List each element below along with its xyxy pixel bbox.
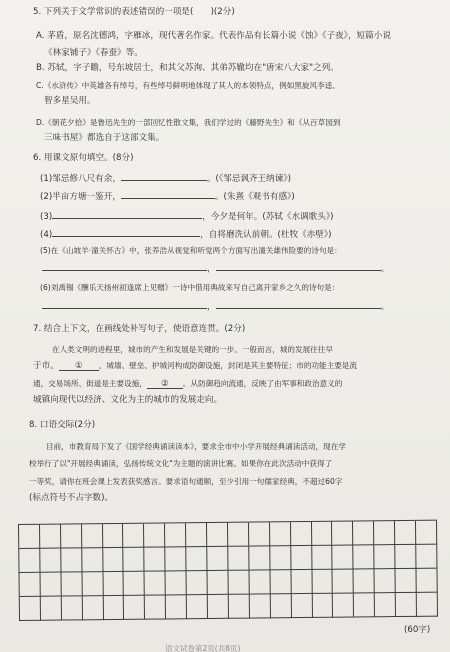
q6-item3-source: ，今夕是何年。(苏轼《水调歌头》) [202,212,334,222]
q5-option-b: B. 苏轼，字子瞻，号东坡居士，和其父苏洵、其弟苏辙均在"唐宋八大家"之列。 [36,63,339,73]
answer-blank[interactable] [216,262,381,271]
answer-blank[interactable] [42,262,207,271]
q6-item5-sep: ， [207,264,216,274]
grid-cell[interactable] [124,572,145,596]
grid-cell[interactable] [20,573,41,597]
q5-option-d-line2: 三味书屋》都选自于这部文集。 [44,133,165,143]
grid-cell[interactable] [249,522,270,546]
grid-cell[interactable] [124,596,145,620]
grid-cell[interactable] [249,570,270,594]
grid-cell[interactable] [20,597,41,621]
grid-cell[interactable] [354,569,375,593]
grid-cell[interactable] [208,595,229,619]
grid-cell[interactable] [228,547,249,571]
grid-cell[interactable] [145,595,166,619]
grid-cell[interactable] [271,594,292,618]
grid-cell[interactable] [312,570,333,594]
q5-option-c-line1: C.《水浒传》中英雄各有绰号，有些绰号鲜明地体现了其人的本领特点，例如黑旋风李逵、 [36,81,340,90]
grid-cell[interactable] [354,545,375,569]
grid-cell[interactable] [82,524,103,548]
grid-cell[interactable] [375,545,396,569]
answer-blank[interactable] [216,300,381,309]
grid-cell[interactable] [166,571,187,595]
grid-cell[interactable] [145,571,166,595]
q5-option-d-line1: D.《朝花夕拾》是鲁迅先生的一部回忆性散文集，我们学过的《藤野先生》和《从百草园到 [36,118,341,127]
grid-cell[interactable] [61,524,82,548]
grid-cell[interactable] [103,596,124,620]
page-footer: 语文试卷第2页(共8页) [165,644,241,652]
q6-item6-sep: ， [207,302,216,312]
grid-cell[interactable] [228,523,249,547]
q6-item6: (6)刘禹锡《酬乐天扬州初逢席上见赠》一诗中借用典故来写自己离开家乡之久的诗句是： [40,283,340,292]
grid-cell[interactable] [123,524,144,548]
grid-cell[interactable] [291,594,312,618]
grid-cell[interactable] [229,595,250,619]
grid-cell[interactable] [186,547,207,571]
grid-cell[interactable] [186,523,207,547]
grid-cell[interactable] [208,571,229,595]
q8-title: 8. 口语交际(2分) [29,420,96,430]
grid-cell[interactable] [270,570,291,594]
q6-item4-prompt: (4) [40,230,53,240]
grid-cell[interactable] [40,573,61,597]
q7-para-line4: 城镇向现代以经济、文化为主的城市的发展走向。 [33,395,223,405]
grid-cell[interactable] [19,549,40,573]
grid-cell[interactable] [332,521,353,545]
grid-cell[interactable] [207,547,228,571]
grid-cell[interactable] [396,569,417,593]
grid-cell[interactable] [40,549,61,573]
q7-para-line3 [33,378,342,390]
grid-cell[interactable] [145,547,166,571]
blank-marker-2: ② [161,379,169,389]
grid-cell[interactable] [270,522,291,546]
grid-cell[interactable] [103,572,124,596]
grid-cell[interactable] [353,521,374,545]
q8-para-line1: 目前，市教育局下发了《国学经典诵读读本》，要求全市中小学开展经典诵读活动，现在学 [46,442,346,451]
answer-blank[interactable] [42,300,207,309]
grid-cell[interactable] [124,548,145,572]
q6-item6-end: 。 [380,302,390,312]
q8-para-line3: 一等奖，请你在班会课上发表获奖感言。要求语句通顺，至少引用一句儒家经典，不超过60字 [29,477,343,486]
grid-cell[interactable] [312,594,333,618]
grid-cell[interactable] [417,569,438,593]
q5-title: 5. 下列关于文学常识的表述错误的一项是( )(2分) [33,7,235,17]
grid-cell[interactable] [40,525,61,549]
q6-item2-source: 。(朱熹《观书有感》) [214,192,295,202]
q7-line2-start: 于市。 [33,361,59,371]
q6-item3 [40,210,334,223]
grid-cell[interactable] [375,569,396,593]
grid-cell[interactable] [333,569,354,593]
grid-cell[interactable] [41,597,62,621]
q5-option-c-line2: 智多星吴用。 [44,96,96,106]
q7-para-line2 [33,360,357,372]
grid-cell[interactable] [61,572,82,596]
q7-line2-end: ，城墙、壁垒、护城河构成防御设施，封闭是其主要特征；市的功能主要是流 [98,361,357,370]
grid-cell[interactable] [61,548,82,572]
q5-option-a-line2: 《林家铺子》《春蚕》等。 [44,48,143,58]
fill-blank-2[interactable] [147,379,183,389]
grid-cell[interactable] [19,525,40,549]
grid-cell[interactable] [228,571,249,595]
grid-cell[interactable] [62,596,83,620]
q6-item2-prompt: (2)半亩方塘一鉴开， [40,192,121,202]
q6-item5-answer [42,262,389,275]
grid-cell[interactable] [187,595,208,619]
q8-para-line2: 校举行了以"开展经典诵读，弘扬传统文化"为主题的演讲比赛。如果你在此次活动中获得了 [29,459,333,468]
grid-cell[interactable] [103,548,124,572]
q6-item4-source: ，自将磨洗认前朝。(杜牧《赤壁》) [200,230,332,240]
grid-cell[interactable] [82,572,103,596]
fill-blank-1[interactable] [59,361,99,371]
q6-item5-end: 。 [380,264,390,274]
q6-item4 [40,228,332,241]
grid-cell[interactable] [207,523,228,547]
q7-line3-end: 。从防御趋向流通，反映了由军事和政治意义的 [182,379,343,388]
q6-item5: (5)在《山坡羊·潼关怀古》中，张养浩从视觉和听觉两个方面写出潼关雄伟险要的诗句是： [40,246,342,255]
grid-cell[interactable] [82,548,103,572]
q7-line3-start: 通，交易场所、街道是主要设施， [33,379,147,388]
q6-item1-source: 。(《邹忌讽齐王纳谏》) [206,174,291,184]
grid-cell[interactable] [374,521,395,545]
grid-cell[interactable] [417,593,438,617]
q6-item1 [40,172,291,185]
grid-cell[interactable] [249,546,270,570]
grid-cell[interactable] [103,524,124,548]
q7-para-line1: 在人类文明的进程里，城市的产生和发展是关键的一步。一般而言，城的发展往往早 [52,345,333,354]
grid-cell[interactable] [291,570,312,594]
grid-cell[interactable] [333,545,354,569]
grid-cell[interactable] [333,593,354,617]
grid-cell[interactable] [270,546,291,570]
grid-cell[interactable] [166,595,187,619]
grid-cell[interactable] [312,546,333,570]
grid-cell[interactable] [291,546,312,570]
grid-cell[interactable] [312,522,333,546]
q6-item2 [40,190,295,203]
q7-title: 7. 结合上下文，在画线处补写句子，使语意连贯。(2分) [33,324,246,334]
grid-cell[interactable] [82,596,103,620]
q6-item3-prompt: (3) [40,212,53,222]
answer-blank[interactable] [121,190,215,199]
grid-cell[interactable] [250,594,271,618]
q5-option-a-line1: A. 茅盾，原名沈德鸿，字雁冰，现代著名作家。代表作品有长篇小说《蚀》《子夜》，短篇小说 [36,31,391,41]
q8-para-line4: (标点符号不占字数)。 [29,493,114,503]
grid-cell[interactable] [166,547,187,571]
answer-blank[interactable] [52,228,200,237]
answer-blank[interactable] [121,172,207,181]
grid-cell[interactable] [187,571,208,595]
blank-marker-1: ① [74,361,83,371]
grid-cell[interactable] [144,523,165,547]
grid-cell[interactable] [354,593,375,617]
q6-item1-prompt: (1)邹忌修八尺有余， [40,174,121,184]
answer-grid[interactable] [18,520,438,621]
grid-cell[interactable] [396,593,417,617]
grid-cell[interactable] [416,545,437,569]
grid-cell[interactable] [416,521,437,545]
grid-cell[interactable] [291,522,312,546]
grid-cell[interactable] [395,521,416,545]
q6-item6-answer [42,300,389,313]
word-limit-label: (60字) [404,625,431,635]
grid-cell[interactable] [165,523,186,547]
q6-title: 6. 用课文原句填空。(8分) [33,153,134,163]
grid-cell[interactable] [375,593,396,617]
grid-cell[interactable] [395,545,416,569]
answer-blank[interactable] [52,210,202,219]
